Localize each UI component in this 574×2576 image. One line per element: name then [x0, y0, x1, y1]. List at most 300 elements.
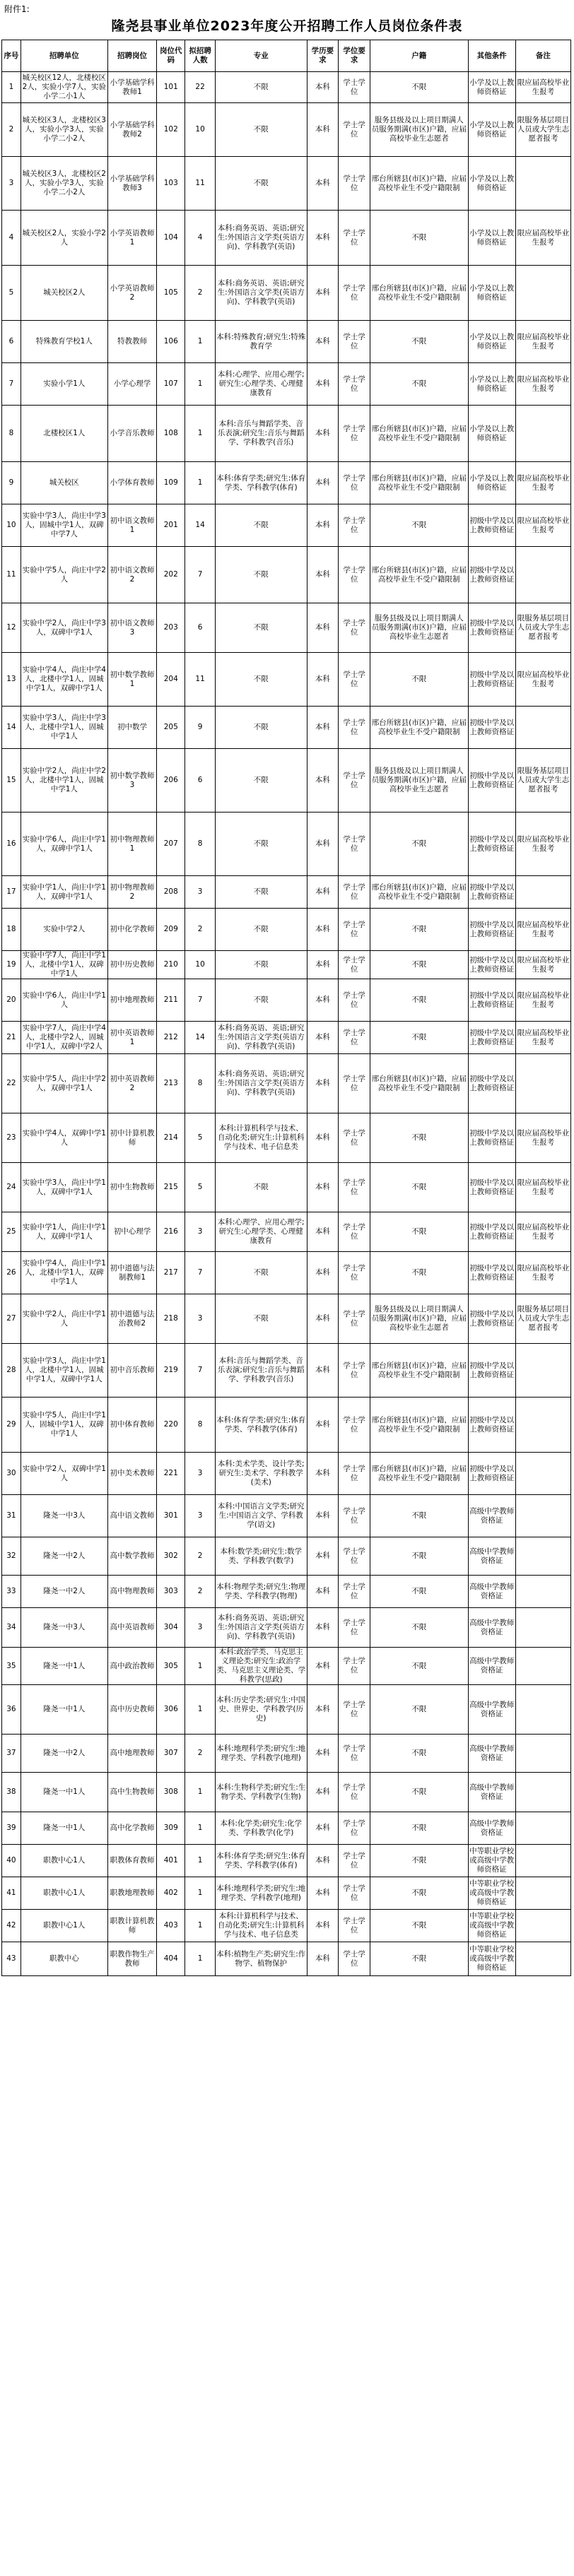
cell-unit: 隆尧一中2人	[20, 1537, 107, 1576]
cell-unit: 实验中学4人，尚庄中学4人，北楼中学1人，固城中学1人，双碑中学1人	[20, 653, 107, 707]
cell-note	[515, 707, 570, 749]
header-education: 学历要求	[307, 40, 339, 72]
cell-deg: 学士学位	[339, 1022, 370, 1054]
cell-major: 不限	[215, 103, 307, 157]
cell-no: 34	[2, 1608, 21, 1648]
cell-deg: 学士学位	[339, 603, 370, 653]
cell-code: 403	[157, 1910, 185, 1942]
cell-hukou: 不限	[370, 211, 468, 266]
cell-unit: 隆尧一中1人	[20, 1812, 107, 1845]
cell-deg: 学士学位	[339, 1495, 370, 1537]
table-row	[2, 1495, 571, 1537]
cell-code: 301	[157, 1495, 185, 1537]
cell-hukou: 不限	[370, 1685, 468, 1735]
cell-edu: 本科	[307, 1212, 339, 1252]
cell-edu: 本科	[307, 749, 339, 813]
table-row	[2, 603, 571, 653]
table-row	[2, 653, 571, 707]
cell-deg: 学士学位	[339, 1812, 370, 1845]
cell-code: 204	[157, 653, 185, 707]
cell-hukou: 不限	[370, 1845, 468, 1877]
cell-note: 限应届高校毕业生报考	[515, 211, 570, 266]
cell-code: 107	[157, 363, 185, 406]
cell-hukou: 服务县级及以上项目期满人员服务期满(市区)户籍，应届高校毕业生志愿者	[370, 103, 468, 157]
cell-pos: 初中物理教师1	[107, 813, 156, 876]
cell-num: 11	[185, 157, 215, 211]
cell-note	[515, 1773, 570, 1812]
cell-hukou: 邢台所辖县(市区)户籍，应届高校毕业生不受户籍限制	[370, 1054, 468, 1113]
cell-note: 限应届高校毕业生报考	[515, 653, 570, 707]
table-row	[2, 103, 571, 157]
cell-unit: 实验中学3人，尚庄中学1人，北楼中学1人，固城中学1人，双碑中学1人	[20, 1344, 107, 1398]
cell-no: 3	[2, 157, 21, 211]
cell-edu: 本科	[307, 1877, 339, 1910]
cell-hukou: 不限	[370, 1495, 468, 1537]
cell-note: 限应届高校毕业生报考	[515, 462, 570, 504]
cell-pos: 高中政治教师	[107, 1648, 156, 1685]
cell-edu: 本科	[307, 547, 339, 603]
cell-num: 3	[185, 1495, 215, 1537]
cell-pos: 初中英语教师2	[107, 1054, 156, 1113]
cell-edu: 本科	[307, 1537, 339, 1576]
cell-major: 不限	[215, 1252, 307, 1294]
cell-deg: 学士学位	[339, 103, 370, 157]
cell-major: 不限	[215, 504, 307, 547]
cell-other: 初级中学及以上教师资格证	[468, 876, 515, 909]
table-row	[2, 1453, 571, 1495]
cell-edu: 本科	[307, 1608, 339, 1648]
cell-hukou: 不限	[370, 1773, 468, 1812]
cell-deg: 学士学位	[339, 1294, 370, 1344]
table-row	[2, 909, 571, 951]
cell-note: 限应届高校毕业生报考	[515, 1212, 570, 1252]
cell-major: 不限	[215, 813, 307, 876]
cell-deg: 学士学位	[339, 813, 370, 876]
cell-no: 37	[2, 1735, 21, 1773]
cell-other: 初级中学及以上教师资格证	[468, 504, 515, 547]
cell-no: 4	[2, 211, 21, 266]
cell-unit: 隆尧一中3人	[20, 1608, 107, 1648]
cell-other: 中等职业学校或高级中学教师资格证	[468, 1910, 515, 1942]
cell-major: 本科:音乐与舞蹈学类、音乐表演;研究生:音乐与舞蹈学、学科教学(音乐)	[215, 1344, 307, 1398]
cell-code: 210	[157, 951, 185, 979]
cell-edu: 本科	[307, 653, 339, 707]
cell-edu: 本科	[307, 707, 339, 749]
cell-edu: 本科	[307, 603, 339, 653]
cell-deg: 学士学位	[339, 749, 370, 813]
cell-deg: 学士学位	[339, 653, 370, 707]
cell-deg: 学士学位	[339, 951, 370, 979]
cell-hukou: 不限	[370, 1812, 468, 1845]
cell-no: 35	[2, 1648, 21, 1685]
cell-code: 217	[157, 1252, 185, 1294]
cell-edu: 本科	[307, 1845, 339, 1877]
header-note: 备注	[515, 40, 570, 72]
cell-other: 小学及以上教师资格证	[468, 266, 515, 321]
cell-pos: 高中地理教师	[107, 1735, 156, 1773]
cell-note	[515, 1685, 570, 1735]
cell-deg: 学士学位	[339, 909, 370, 951]
cell-other: 高级中学教师资格证	[468, 1537, 515, 1576]
cell-other: 小学及以上教师资格证	[468, 72, 515, 103]
table-row	[2, 1685, 571, 1735]
cell-note	[515, 1398, 570, 1453]
table-row	[2, 979, 571, 1022]
cell-pos: 初中道德与法治教师2	[107, 1294, 156, 1344]
cell-deg: 学士学位	[339, 504, 370, 547]
cell-unit: 实验中学7人，尚庄中学1人，北楼中学1人，双碑中学1人	[20, 951, 107, 979]
cell-major: 本科:物理学类;研究生:物理学类、学科教学(物理)	[215, 1576, 307, 1608]
cell-pos: 高中语文教师	[107, 1495, 156, 1537]
cell-deg: 学士学位	[339, 1942, 370, 1976]
cell-deg: 学士学位	[339, 1877, 370, 1910]
cell-unit: 实验中学3人，尚庄中学3人，北楼中学1人，固城中学1人	[20, 707, 107, 749]
table-row	[2, 749, 571, 813]
cell-hukou: 邢台所辖县(市区)户籍，应届高校毕业生不受户籍限制	[370, 1344, 468, 1398]
cell-pos: 初中语文教师3	[107, 603, 156, 653]
cell-num: 8	[185, 1398, 215, 1453]
cell-edu: 本科	[307, 1294, 339, 1344]
cell-deg: 学士学位	[339, 1735, 370, 1773]
cell-major: 本科:美术学类、设计学类;研究生:美术学、学科教学(美术)	[215, 1453, 307, 1495]
cell-deg: 学士学位	[339, 707, 370, 749]
cell-other: 小学及以上教师资格证	[468, 462, 515, 504]
cell-note	[515, 1344, 570, 1398]
cell-hukou: 不限	[370, 1576, 468, 1608]
table-row	[2, 813, 571, 876]
cell-note	[515, 1495, 570, 1537]
cell-deg: 学士学位	[339, 1344, 370, 1398]
cell-pos: 高中生物教师	[107, 1773, 156, 1812]
cell-major: 本科:计算机科学与技术、自动化类;研究生:计算机科学与技术、电子信息类	[215, 1910, 307, 1942]
cell-deg: 学士学位	[339, 321, 370, 363]
cell-other: 初级中学及以上教师资格证	[468, 951, 515, 979]
cell-edu: 本科	[307, 1453, 339, 1495]
cell-num: 1	[185, 1773, 215, 1812]
cell-hukou: 邢台所辖县(市区)户籍，应届高校毕业生不受户籍限制	[370, 1398, 468, 1453]
cell-num: 2	[185, 1735, 215, 1773]
cell-edu: 本科	[307, 1812, 339, 1845]
cell-major: 不限	[215, 603, 307, 653]
cell-edu: 本科	[307, 1022, 339, 1054]
cell-no: 1	[2, 72, 21, 103]
cell-code: 309	[157, 1812, 185, 1845]
cell-major: 本科:商务英语、英语;研究生:外国语言文学类(英语方向)、学科教学(英语)	[215, 1608, 307, 1648]
cell-other: 初级中学及以上教师资格证	[468, 1113, 515, 1163]
cell-hukou: 邢台所辖县(市区)户籍，应届高校毕业生不受户籍限制	[370, 547, 468, 603]
cell-num: 1	[185, 1942, 215, 1976]
cell-pos: 小学音乐教师	[107, 406, 156, 462]
cell-hukou: 不限	[370, 1113, 468, 1163]
cell-edu: 本科	[307, 1685, 339, 1735]
cell-unit: 实验中学2人，尚庄中学1人	[20, 1294, 107, 1344]
cell-hukou: 不限	[370, 1648, 468, 1685]
cell-code: 221	[157, 1453, 185, 1495]
cell-edu: 本科	[307, 1735, 339, 1773]
cell-unit: 城关校区2人，实验小学2人	[20, 211, 107, 266]
cell-major: 本科:体育学类;研究生:体育学类、学科教学(体育)	[215, 1845, 307, 1877]
cell-note: 限服务基层项目人员或大学生志愿者报考	[515, 1294, 570, 1344]
cell-num: 5	[185, 1113, 215, 1163]
cell-unit: 职教中心1人	[20, 1877, 107, 1910]
cell-other: 初级中学及以上教师资格证	[468, 1163, 515, 1212]
cell-note: 限服务基层项目人员或大学生志愿者报考	[515, 749, 570, 813]
table-row	[2, 1113, 571, 1163]
cell-unit: 实验中学3人，尚庄中学3人，固城中学1人，双碑中学7人	[20, 504, 107, 547]
header-unit: 招聘单位	[20, 40, 107, 72]
cell-deg: 学士学位	[339, 157, 370, 211]
cell-unit: 实验中学1人，尚庄中学1人，双碑中学1人	[20, 876, 107, 909]
cell-no: 38	[2, 1773, 21, 1812]
cell-code: 205	[157, 707, 185, 749]
cell-no: 13	[2, 653, 21, 707]
cell-deg: 学士学位	[339, 1212, 370, 1252]
cell-no: 29	[2, 1398, 21, 1453]
cell-note: 限应届高校毕业生报考	[515, 1163, 570, 1212]
table-row	[2, 157, 571, 211]
cell-major: 本科:化学类;研究生:化学类、学科教学(化学)	[215, 1812, 307, 1845]
cell-major: 本科:商务英语、英语;研究生:外国语言文学类(英语方向)、学科教学(英语)	[215, 266, 307, 321]
cell-no: 21	[2, 1022, 21, 1054]
cell-note	[515, 266, 570, 321]
cell-num: 2	[185, 1576, 215, 1608]
cell-other: 初级中学及以上教师资格证	[468, 1022, 515, 1054]
cell-deg: 学士学位	[339, 1648, 370, 1685]
cell-hukou: 邢台所辖县(市区)户籍，应届高校毕业生不受户籍限制	[370, 876, 468, 909]
cell-pos: 高中化学教师	[107, 1812, 156, 1845]
cell-no: 5	[2, 266, 21, 321]
cell-pos: 初中道德与法制教师1	[107, 1252, 156, 1294]
cell-note	[515, 1942, 570, 1976]
cell-code: 201	[157, 504, 185, 547]
cell-hukou: 邢台所辖县(市区)户籍，应届高校毕业生不受户籍限制	[370, 406, 468, 462]
cell-major: 本科:数学类;研究生:数学类、学科教学(数学)	[215, 1537, 307, 1576]
cell-unit: 城关校区3人，北楼校区3人，实验小学3人，实验小学二小2人	[20, 103, 107, 157]
cell-pos: 小学基础学科教师3	[107, 157, 156, 211]
table-row	[2, 1022, 571, 1054]
cell-note	[515, 1054, 570, 1113]
cell-pos: 小学心理学	[107, 363, 156, 406]
cell-hukou: 邢台所辖县(市区)户籍，应届高校毕业生不受户籍限制	[370, 266, 468, 321]
cell-hukou: 服务县级及以上项目期满人员服务期满(市区)户籍，应届高校毕业生志愿者	[370, 749, 468, 813]
cell-note	[515, 1453, 570, 1495]
cell-no: 33	[2, 1576, 21, 1608]
cell-other: 初级中学及以上教师资格证	[468, 749, 515, 813]
cell-no: 42	[2, 1910, 21, 1942]
cell-no: 8	[2, 406, 21, 462]
cell-edu: 本科	[307, 1252, 339, 1294]
cell-edu: 本科	[307, 266, 339, 321]
cell-other: 高级中学教师资格证	[468, 1735, 515, 1773]
cell-deg: 学士学位	[339, 406, 370, 462]
table-header-row	[2, 40, 571, 72]
cell-note	[515, 406, 570, 462]
cell-deg: 学士学位	[339, 1163, 370, 1212]
cell-edu: 本科	[307, 979, 339, 1022]
cell-major: 本科:心理学、应用心理学;研究生:心理学类、心理健康教育	[215, 363, 307, 406]
table-row	[2, 363, 571, 406]
cell-other: 小学及以上教师资格证	[468, 321, 515, 363]
cell-no: 17	[2, 876, 21, 909]
header-no: 序号	[2, 40, 21, 72]
cell-pos: 初中地理教师	[107, 979, 156, 1022]
cell-no: 12	[2, 603, 21, 653]
cell-pos: 小学体育教师	[107, 462, 156, 504]
cell-pos: 初中历史教师	[107, 951, 156, 979]
header-major: 专业	[215, 40, 307, 72]
header-position: 招聘岗位	[107, 40, 156, 72]
cell-major: 不限	[215, 909, 307, 951]
cell-note	[515, 876, 570, 909]
document-title: 隆尧县事业单位2023年度公开招聘工作人员岗位条件表	[111, 18, 463, 34]
cell-deg: 学士学位	[339, 1910, 370, 1942]
header-count: 拟招聘人数	[185, 40, 215, 72]
cell-note	[515, 1537, 570, 1576]
cell-deg: 学士学位	[339, 1113, 370, 1163]
cell-unit: 实验中学6人，尚庄中学1人	[20, 979, 107, 1022]
cell-note: 限应届高校毕业生报考	[515, 1113, 570, 1163]
cell-edu: 本科	[307, 951, 339, 979]
cell-other: 初级中学及以上教师资格证	[468, 653, 515, 707]
cell-unit: 实验中学6人，尚庄中学1人，双碑中学1人	[20, 813, 107, 876]
cell-pos: 高中物理教师	[107, 1576, 156, 1608]
cell-other: 初级中学及以上教师资格证	[468, 707, 515, 749]
cell-edu: 本科	[307, 363, 339, 406]
cell-code: 208	[157, 876, 185, 909]
cell-deg: 学士学位	[339, 1537, 370, 1576]
cell-num: 2	[185, 1537, 215, 1576]
cell-deg: 学士学位	[339, 211, 370, 266]
cell-code: 305	[157, 1648, 185, 1685]
cell-edu: 本科	[307, 321, 339, 363]
cell-major: 本科:生物科学类;研究生:生物学类、学科教学(生物)	[215, 1773, 307, 1812]
cell-num: 1	[185, 1910, 215, 1942]
cell-code: 106	[157, 321, 185, 363]
cell-no: 41	[2, 1877, 21, 1910]
cell-unit: 隆尧一中3人	[20, 1495, 107, 1537]
table-row	[2, 951, 571, 979]
cell-major: 本科:计算机科学与技术、自动化类;研究生:计算机科学与技术、电子信息类	[215, 1113, 307, 1163]
table-row	[2, 321, 571, 363]
cell-edu: 本科	[307, 876, 339, 909]
cell-other: 高级中学教师资格证	[468, 1608, 515, 1648]
table-row	[2, 1648, 571, 1685]
cell-major: 本科:音乐与舞蹈学类、音乐表演;研究生:音乐与舞蹈学、学科教学(音乐)	[215, 406, 307, 462]
cell-other: 初级中学及以上教师资格证	[468, 1054, 515, 1113]
cell-pos: 小学基础学科教师2	[107, 103, 156, 157]
cell-unit: 实验中学5人，尚庄中学2人，双碑中学1人	[20, 1054, 107, 1113]
cell-major: 不限	[215, 951, 307, 979]
cell-pos: 职教计算机教师	[107, 1910, 156, 1942]
cell-other: 小学及以上教师资格证	[468, 406, 515, 462]
cell-code: 212	[157, 1022, 185, 1054]
cell-edu: 本科	[307, 462, 339, 504]
cell-code: 401	[157, 1845, 185, 1877]
table-row	[2, 72, 571, 103]
table-row	[2, 1812, 571, 1845]
table-row	[2, 1537, 571, 1576]
cell-code: 105	[157, 266, 185, 321]
cell-unit: 实验中学4人，尚庄中学1人，北楼中学1人，双碑中学1人	[20, 1252, 107, 1294]
cell-edu: 本科	[307, 406, 339, 462]
cell-major: 不限	[215, 547, 307, 603]
cell-hukou: 不限	[370, 1163, 468, 1212]
cell-deg: 学士学位	[339, 1576, 370, 1608]
cell-pos: 职教体育教师	[107, 1845, 156, 1877]
cell-unit: 隆尧一中1人	[20, 1685, 107, 1735]
cell-no: 10	[2, 504, 21, 547]
table-row	[2, 1054, 571, 1113]
cell-no: 16	[2, 813, 21, 876]
cell-unit: 隆尧一中2人	[20, 1576, 107, 1608]
cell-other: 初级中学及以上教师资格证	[468, 1344, 515, 1398]
cell-other: 高级中学教师资格证	[468, 1576, 515, 1608]
cell-num: 1	[185, 1685, 215, 1735]
table-row	[2, 1942, 571, 1976]
cell-hukou: 不限	[370, 1942, 468, 1976]
cell-major: 本科:地理科学类;研究生:地理学类、学科教学(地理)	[215, 1877, 307, 1910]
cell-pos: 初中英语教师1	[107, 1022, 156, 1054]
cell-code: 304	[157, 1608, 185, 1648]
cell-num: 1	[185, 363, 215, 406]
cell-hukou: 邢台所辖县(市区)户籍，应届高校毕业生不受户籍限制	[370, 462, 468, 504]
cell-edu: 本科	[307, 504, 339, 547]
cell-code: 213	[157, 1054, 185, 1113]
cell-edu: 本科	[307, 1163, 339, 1212]
cell-note	[515, 1910, 570, 1942]
cell-code: 302	[157, 1537, 185, 1576]
cell-other: 初级中学及以上教师资格证	[468, 1212, 515, 1252]
table-row	[2, 547, 571, 603]
table-row	[2, 406, 571, 462]
cell-edu: 本科	[307, 1398, 339, 1453]
cell-num: 7	[185, 547, 215, 603]
attachment-label: 附件1:	[4, 4, 30, 14]
table-row	[2, 1877, 571, 1910]
cell-edu: 本科	[307, 103, 339, 157]
cell-pos: 小学基础学科教师1	[107, 72, 156, 103]
cell-no: 23	[2, 1113, 21, 1163]
cell-unit: 隆尧一中1人	[20, 1648, 107, 1685]
cell-num: 3	[185, 1212, 215, 1252]
cell-num: 4	[185, 211, 215, 266]
table-row	[2, 1163, 571, 1212]
cell-note: 限应届高校毕业生报考	[515, 363, 570, 406]
cell-deg: 学士学位	[339, 266, 370, 321]
cell-major: 本科:心理学、应用心理学;研究生:心理学类、心理健康教育	[215, 1212, 307, 1252]
table-row	[2, 1212, 571, 1252]
cell-num: 10	[185, 103, 215, 157]
cell-hukou: 不限	[370, 653, 468, 707]
cell-deg: 学士学位	[339, 1608, 370, 1648]
cell-unit: 特殊教育学校1人	[20, 321, 107, 363]
cell-major: 本科:体育学类;研究生:体育学类、学科教学(体育)	[215, 462, 307, 504]
cell-note	[515, 1608, 570, 1648]
cell-other: 初级中学及以上教师资格证	[468, 1398, 515, 1453]
cell-no: 25	[2, 1212, 21, 1252]
cell-num: 1	[185, 1845, 215, 1877]
cell-deg: 学士学位	[339, 363, 370, 406]
cell-note: 限应届高校毕业生报考	[515, 1022, 570, 1054]
cell-no: 7	[2, 363, 21, 406]
table-row	[2, 1252, 571, 1294]
cell-pos: 高中数学教师	[107, 1537, 156, 1576]
cell-hukou: 不限	[370, 979, 468, 1022]
cell-major: 本科:中国语言文学类;研究生:中国语言文学、学科教学(语文)	[215, 1495, 307, 1537]
cell-other: 初级中学及以上教师资格证	[468, 909, 515, 951]
cell-pos: 初中美术教师	[107, 1453, 156, 1495]
cell-edu: 本科	[307, 1942, 339, 1976]
